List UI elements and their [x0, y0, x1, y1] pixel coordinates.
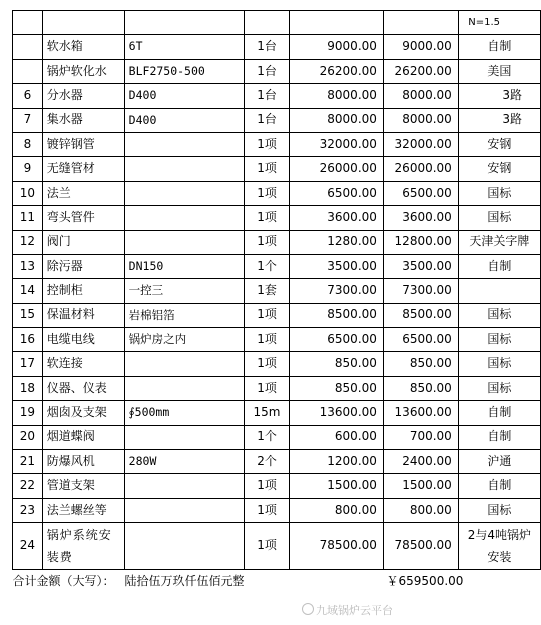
item-note: 3路 — [458, 108, 540, 132]
total-price: 9000.00 — [383, 35, 458, 59]
row-index: 23 — [13, 498, 43, 522]
table-row — [13, 376, 541, 400]
quotation-table — [12, 10, 541, 594]
item-spec — [124, 376, 244, 400]
item-spec — [124, 157, 244, 181]
item-spec — [124, 230, 244, 254]
total-price: 850.00 — [383, 376, 458, 400]
item-spec: 岩棉铝箔 — [124, 303, 244, 327]
table-row — [13, 181, 541, 205]
unit-price: 13600.00 — [290, 401, 384, 425]
row-index: 14 — [13, 279, 43, 303]
item-spec — [124, 206, 244, 230]
header-row — [13, 11, 541, 35]
item-name: 除污器 — [42, 254, 124, 278]
table-row — [13, 279, 541, 303]
header-cell — [383, 11, 458, 35]
total-price: 32000.00 — [383, 132, 458, 156]
item-unit: 1项 — [244, 132, 289, 156]
item-spec — [124, 425, 244, 449]
item-spec: BLF2750-500 — [124, 59, 244, 83]
item-note: 自制 — [458, 35, 540, 59]
watermark-logo-icon — [302, 603, 314, 615]
unit-price: 9000.00 — [290, 35, 384, 59]
item-note: 天津关字牌 — [458, 230, 540, 254]
item-name: 锅炉软化水 — [42, 59, 124, 83]
item-unit: 15m — [244, 401, 289, 425]
item-name: 集水器 — [42, 108, 124, 132]
item-unit: 1台 — [244, 108, 289, 132]
item-note: 安钢 — [458, 157, 540, 181]
total-price: 8000.00 — [383, 84, 458, 108]
table-row — [13, 401, 541, 425]
item-name: 无缝管材 — [42, 157, 124, 181]
item-name: 烟囱及支架 — [42, 401, 124, 425]
item-note: 国标 — [458, 303, 540, 327]
unit-price: 8500.00 — [290, 303, 384, 327]
total-price: 6500.00 — [383, 328, 458, 352]
item-spec: 锅炉房之内 — [124, 328, 244, 352]
total-price: 8500.00 — [383, 303, 458, 327]
item-unit: 1台 — [244, 59, 289, 83]
total-price: 800.00 — [383, 498, 458, 522]
item-name: 软水箱 — [42, 35, 124, 59]
item-note: 国标 — [458, 376, 540, 400]
unit-price: 6500.00 — [290, 181, 384, 205]
unit-price: 8000.00 — [290, 84, 384, 108]
unit-price: 78500.00 — [290, 523, 384, 570]
item-unit: 2个 — [244, 450, 289, 474]
total-price: 6500.00 — [383, 181, 458, 205]
row-index: 9 — [13, 157, 43, 181]
unit-price: 1280.00 — [290, 230, 384, 254]
item-spec: D400 — [124, 84, 244, 108]
item-name: 阀门 — [42, 230, 124, 254]
item-spec — [124, 498, 244, 522]
item-unit: 1台 — [244, 84, 289, 108]
table-row — [13, 108, 541, 132]
unit-price: 8000.00 — [290, 108, 384, 132]
item-note: 美国 — [458, 59, 540, 83]
unit-price: 1200.00 — [290, 450, 384, 474]
row-index — [13, 59, 43, 83]
row-index: 12 — [13, 230, 43, 254]
row-index: 6 — [13, 84, 43, 108]
item-name: 管道支架 — [42, 474, 124, 498]
item-spec: D400 — [124, 108, 244, 132]
item-name: 锅炉系统安装费 — [42, 523, 124, 570]
unit-price: 600.00 — [290, 425, 384, 449]
item-spec: 280W — [124, 450, 244, 474]
item-name: 烟道蝶阀 — [42, 425, 124, 449]
item-unit: 1项 — [244, 498, 289, 522]
item-spec: ∮500mm — [124, 401, 244, 425]
header-cell — [244, 11, 289, 35]
item-unit: 1套 — [244, 279, 289, 303]
item-note: 自制 — [458, 401, 540, 425]
row-index: 20 — [13, 425, 43, 449]
item-unit: 1项 — [244, 328, 289, 352]
header-note: N=1.5 — [458, 11, 540, 35]
watermark-text: 九域锅炉云平台 — [316, 604, 393, 617]
total-price: 2400.00 — [383, 450, 458, 474]
table-row — [13, 254, 541, 278]
item-note: 自制 — [458, 425, 540, 449]
table-row — [13, 450, 541, 474]
table-row — [13, 425, 541, 449]
item-name: 防爆风机 — [42, 450, 124, 474]
item-unit: 1项 — [244, 474, 289, 498]
item-unit: 1项 — [244, 523, 289, 570]
item-spec — [124, 474, 244, 498]
item-unit: 1项 — [244, 157, 289, 181]
summary-row — [13, 570, 541, 595]
item-unit: 1项 — [244, 352, 289, 376]
total-price: 26200.00 — [383, 59, 458, 83]
row-index: 13 — [13, 254, 43, 278]
item-spec: 6T — [124, 35, 244, 59]
row-index: 10 — [13, 181, 43, 205]
item-unit: 1个 — [244, 425, 289, 449]
total-price: 850.00 — [383, 352, 458, 376]
unit-price: 26200.00 — [290, 59, 384, 83]
item-spec — [124, 181, 244, 205]
total-price: 3500.00 — [383, 254, 458, 278]
table-row — [13, 59, 541, 83]
table-row — [13, 157, 541, 181]
header-cell — [124, 11, 244, 35]
table-row — [13, 328, 541, 352]
unit-price: 3500.00 — [290, 254, 384, 278]
unit-price: 7300.00 — [290, 279, 384, 303]
table-row — [13, 230, 541, 254]
total-price: 26000.00 — [383, 157, 458, 181]
table-row — [13, 498, 541, 522]
item-unit: 1项 — [244, 206, 289, 230]
total-price: 1500.00 — [383, 474, 458, 498]
item-name: 弯头管件 — [42, 206, 124, 230]
item-spec — [124, 523, 244, 570]
total-price: 700.00 — [383, 425, 458, 449]
unit-price: 6500.00 — [290, 328, 384, 352]
row-index — [13, 35, 43, 59]
total-price: 7300.00 — [383, 279, 458, 303]
item-name: 控制柜 — [42, 279, 124, 303]
item-name: 镀锌钢管 — [42, 132, 124, 156]
item-name: 分水器 — [42, 84, 124, 108]
table-row — [13, 474, 541, 498]
table-row — [13, 35, 541, 59]
row-index: 7 — [13, 108, 43, 132]
row-index: 21 — [13, 450, 43, 474]
item-note: 国标 — [458, 328, 540, 352]
item-note: 3路 — [458, 84, 540, 108]
row-index: 24 — [13, 523, 43, 570]
item-note: 国标 — [458, 352, 540, 376]
item-unit: 1台 — [244, 35, 289, 59]
item-name: 保温材料 — [42, 303, 124, 327]
row-index: 8 — [13, 132, 43, 156]
unit-price: 850.00 — [290, 376, 384, 400]
row-index: 16 — [13, 328, 43, 352]
item-note: 国标 — [458, 181, 540, 205]
unit-price: 26000.00 — [290, 157, 384, 181]
item-note: 安钢 — [458, 132, 540, 156]
item-note: 2与4吨锅炉安装 — [458, 523, 540, 570]
unit-price: 3600.00 — [290, 206, 384, 230]
row-index: 15 — [13, 303, 43, 327]
total-price: 3600.00 — [383, 206, 458, 230]
item-spec: 一控三 — [124, 279, 244, 303]
row-index: 11 — [13, 206, 43, 230]
summary-cell — [13, 570, 541, 595]
summary-amount-words: 陆拾伍万玖仟伍佰元整 — [124, 574, 245, 589]
item-spec — [124, 132, 244, 156]
summary-label: 合计金额（大写）： — [12, 574, 115, 589]
item-name: 电缆电线 — [42, 328, 124, 352]
table-row — [13, 132, 541, 156]
item-note: 自制 — [458, 254, 540, 278]
item-note: 自制 — [458, 474, 540, 498]
row-index: 18 — [13, 376, 43, 400]
unit-price: 32000.00 — [290, 132, 384, 156]
header-cell — [13, 11, 43, 35]
table-row — [13, 84, 541, 108]
header-cell — [290, 11, 384, 35]
total-price: 8000.00 — [383, 108, 458, 132]
table-row — [13, 206, 541, 230]
item-unit: 1项 — [244, 376, 289, 400]
table-row — [13, 352, 541, 376]
item-unit: 1项 — [244, 181, 289, 205]
item-note: 国标 — [458, 206, 540, 230]
summary-amount: ￥659500.00 — [386, 574, 464, 589]
item-name: 仪器、仪表 — [42, 376, 124, 400]
total-price: 13600.00 — [383, 401, 458, 425]
row-index: 17 — [13, 352, 43, 376]
item-spec: DN150 — [124, 254, 244, 278]
item-note: 沪通 — [458, 450, 540, 474]
table-row — [13, 303, 541, 327]
header-cell — [42, 11, 124, 35]
unit-price: 850.00 — [290, 352, 384, 376]
watermark — [302, 602, 393, 618]
row-index: 19 — [13, 401, 43, 425]
table-row — [13, 523, 541, 570]
item-unit: 1项 — [244, 303, 289, 327]
item-spec — [124, 352, 244, 376]
item-unit: 1项 — [244, 230, 289, 254]
item-note — [458, 279, 540, 303]
item-name: 软连接 — [42, 352, 124, 376]
item-note: 国标 — [458, 498, 540, 522]
total-price: 12800.00 — [383, 230, 458, 254]
unit-price: 800.00 — [290, 498, 384, 522]
item-name: 法兰 — [42, 181, 124, 205]
item-unit: 1个 — [244, 254, 289, 278]
row-index: 22 — [13, 474, 43, 498]
total-price: 78500.00 — [383, 523, 458, 570]
unit-price: 1500.00 — [290, 474, 384, 498]
item-name: 法兰螺丝等 — [42, 498, 124, 522]
